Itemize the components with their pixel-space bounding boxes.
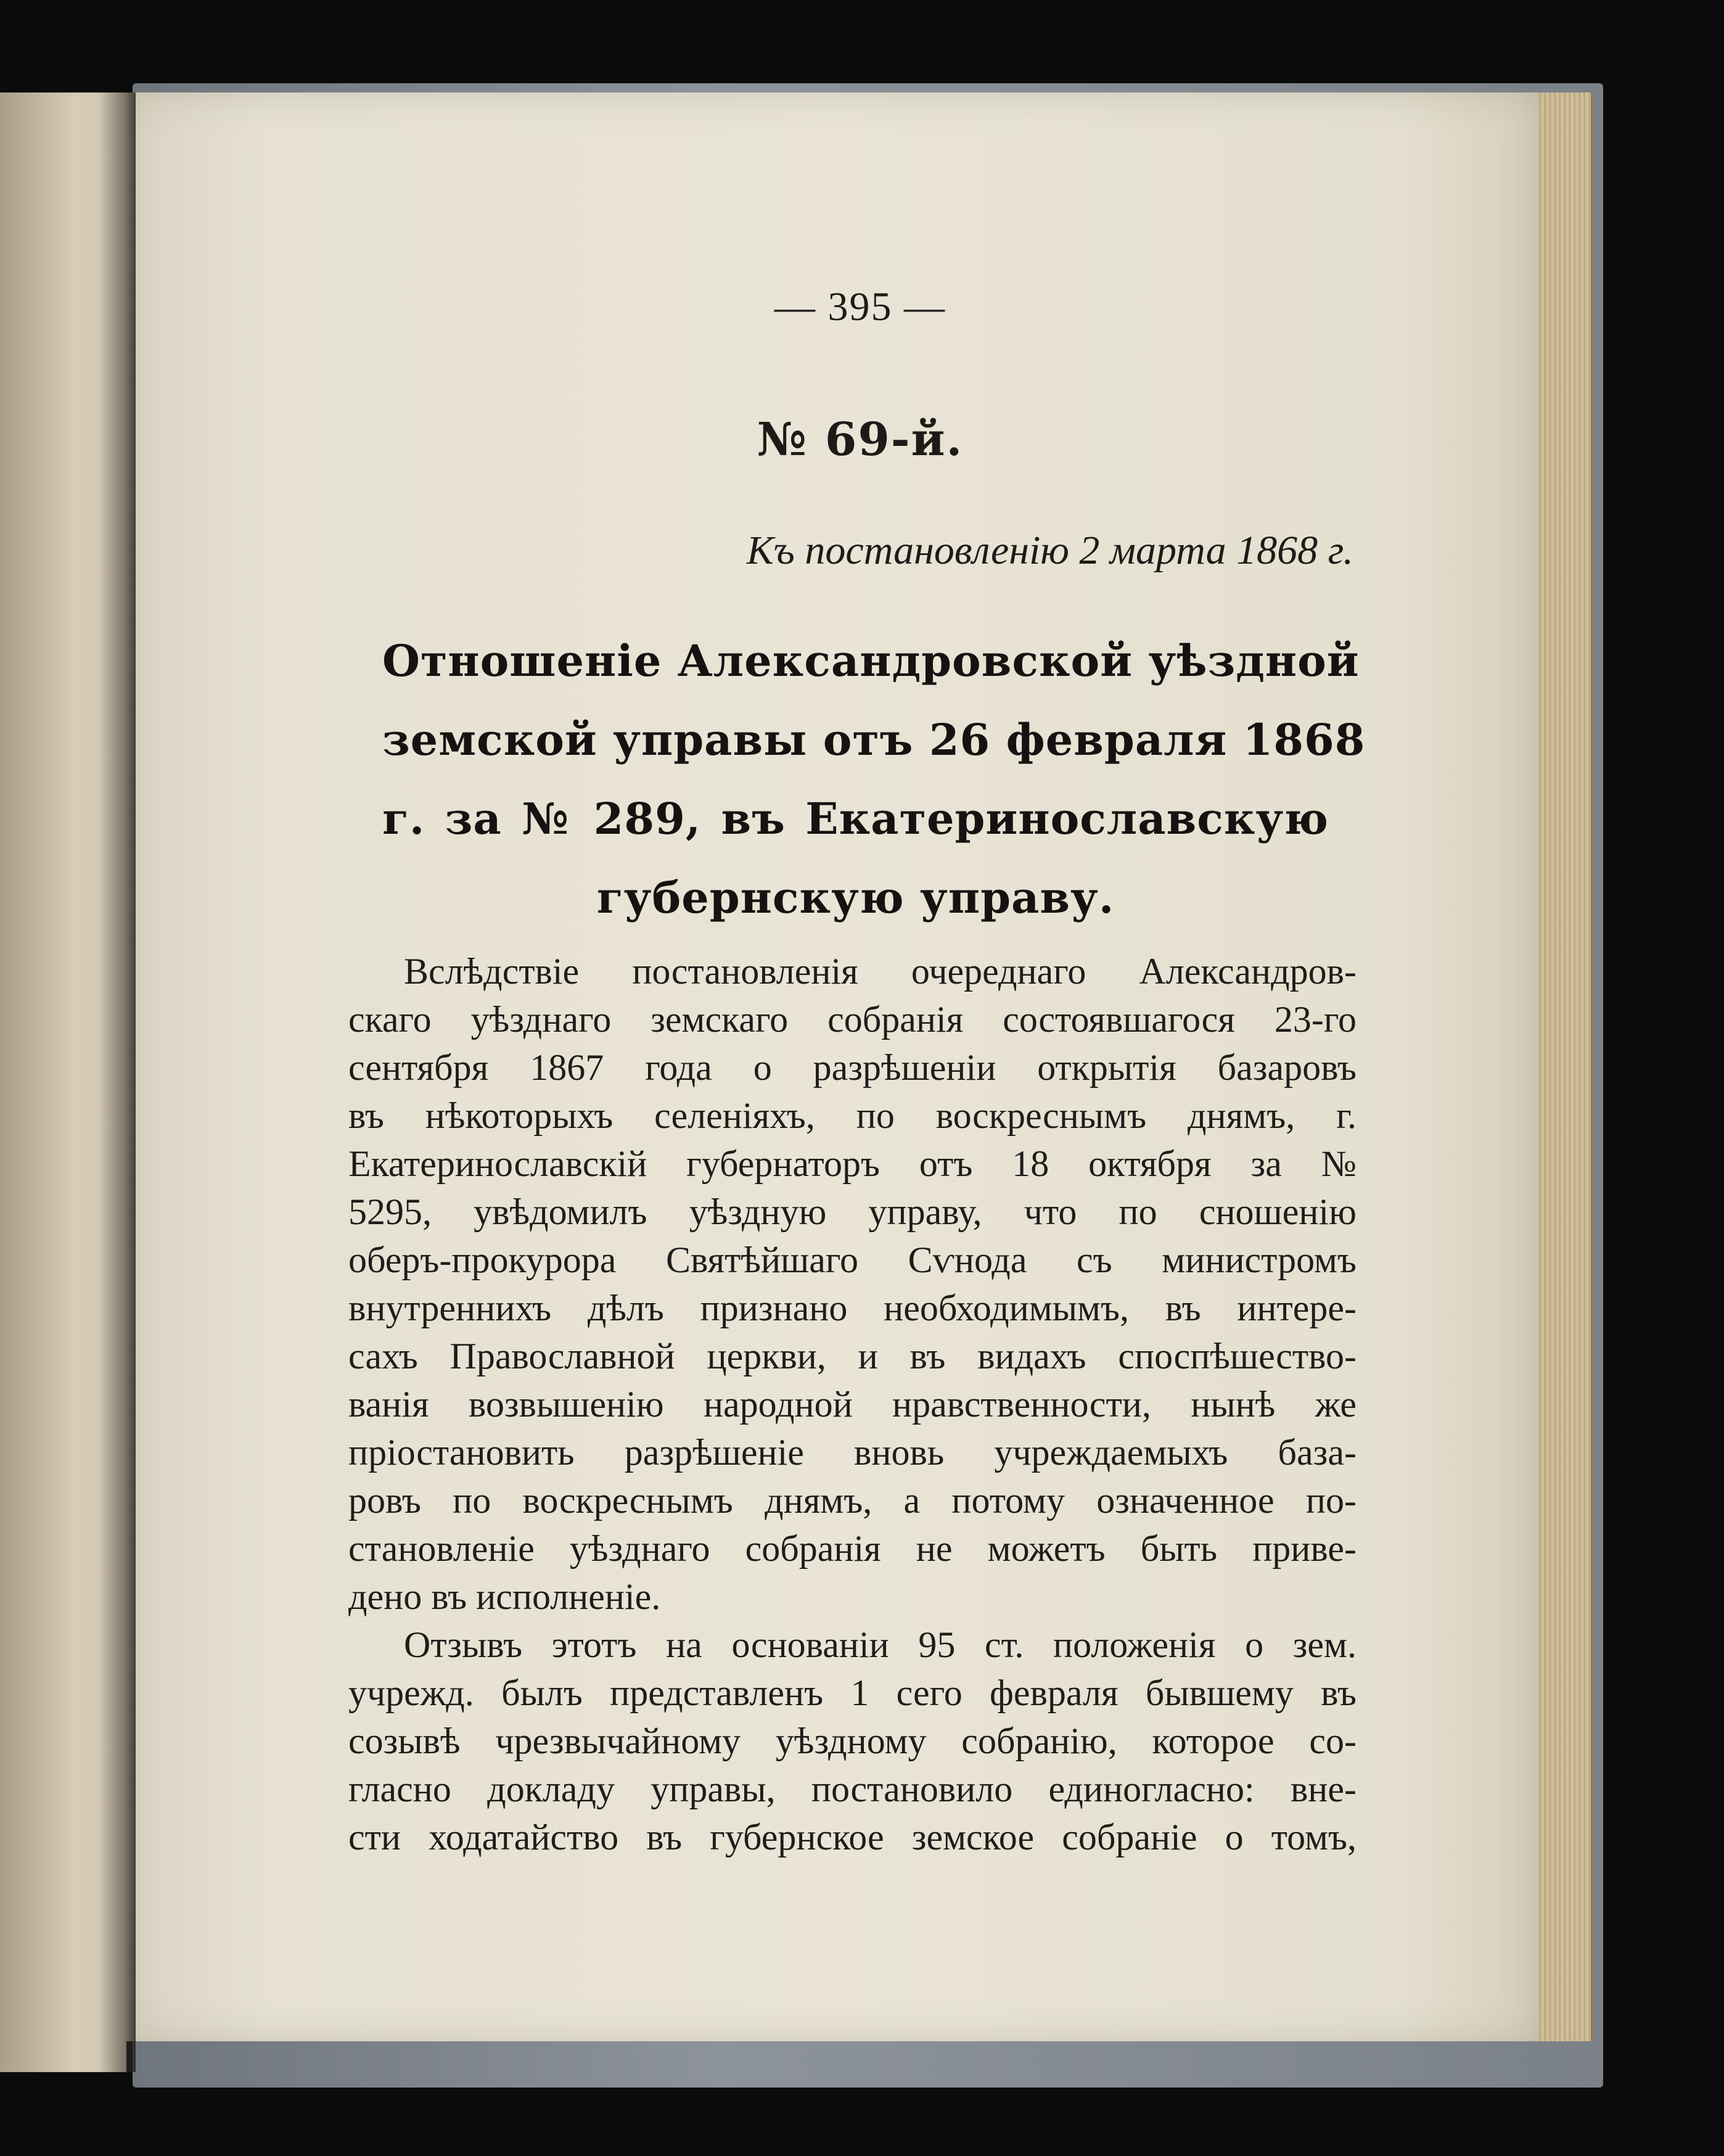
body-line: сентября 1867 года о разрѣшеніи открытія базаровъ [348, 1047, 1357, 1088]
body-line: ровъ по воскреснымъ днямъ, а потому означенное по- [348, 1480, 1357, 1521]
body-line: Екатеринославскій губернаторъ отъ 18 октября за № [348, 1143, 1357, 1184]
page-gutter-shadow [99, 93, 136, 2072]
document-number: № 69-й. [757, 413, 964, 466]
body-line: гласно докладу управы, постановило единогласно: вне- [348, 1769, 1357, 1809]
reference-line: Къ постановленію 2 марта 1868 г. [746, 528, 1353, 573]
body-line: пріостановить разрѣшеніе вновь учреждаемыхъ база- [348, 1432, 1357, 1473]
body-line: Вслѣдствіе постановленія очереднаго Александров- [404, 951, 1357, 992]
body-line: дено въ исполненіе. [348, 1576, 661, 1617]
body-line: внутреннихъ дѣлъ признано необходимымъ, въ интере- [348, 1288, 1357, 1328]
title-line: Отношеніе Александровской уѣздной [382, 635, 1360, 686]
page-number: — 395 — [774, 284, 946, 329]
body-line: созывѣ чрезвычайному уѣздному собранію, которое со- [348, 1721, 1357, 1761]
body-line: ванія возвышенію народной нравственности, нынѣ же [348, 1384, 1357, 1425]
body-line: въ нѣкоторыхъ селеніяхъ, по воскреснымъ днямъ, г. [348, 1095, 1357, 1136]
body-line: учрежд. былъ представленъ 1 сего февраля бывшему въ [348, 1673, 1357, 1713]
body-line: сахъ Православной церкви, и въ видахъ споспѣшество- [348, 1336, 1357, 1376]
body-line: становленіе уѣзднаго собранія не можетъ быть приве- [348, 1528, 1357, 1569]
body-line: скаго уѣзднаго земскаго собранія состоявшагося 23-го [348, 999, 1357, 1040]
title-line: губернскую управу. [596, 872, 1115, 923]
body-line: 5295, увѣдомилъ уѣздную управу, что по сношенію [348, 1191, 1357, 1232]
book-page [126, 93, 1538, 2041]
body-line: сти ходатайство въ губернское земское собраніе о томъ, [348, 1817, 1357, 1858]
body-line: оберъ-прокурора Святѣйшаго Сѵнода съ министромъ [348, 1240, 1357, 1280]
body-line: Отзывъ этотъ на основаніи 95 ст. положенія о зем. [404, 1624, 1357, 1665]
title-line: земской управы отъ 26 февраля 1868 [382, 714, 1366, 765]
title-line: г. за № 289, въ Екатеринославскую [382, 793, 1329, 844]
